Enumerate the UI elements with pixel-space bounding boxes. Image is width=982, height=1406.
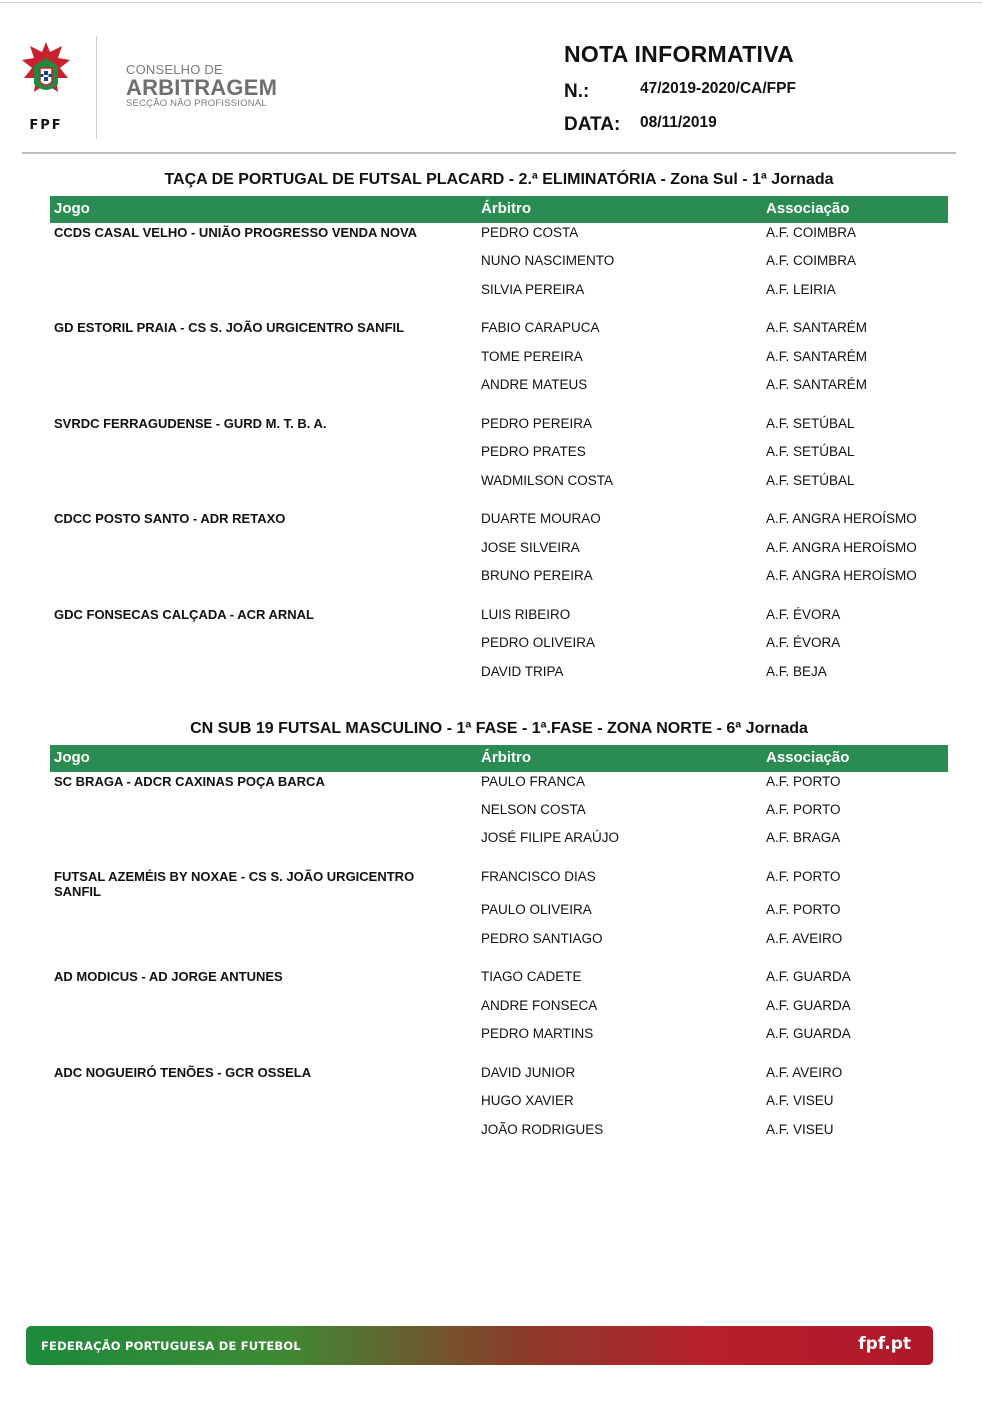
footer-federation-name: FEDERAÇÃO PORTUGUESA DE FUTEBOL: [41, 1339, 301, 1353]
brand-line-2: ARBITRAGEM: [126, 75, 278, 100]
referee-association: A.F. AVEIRO: [766, 1065, 843, 1080]
number-value: 47/2019-2020/CA/FPF: [640, 80, 796, 97]
referee-name: TOME PEREIRA: [481, 349, 583, 364]
referee-name: PEDRO OLIVEIRA: [481, 635, 596, 650]
referee-name: TIAGO CADETE: [481, 969, 582, 984]
referee-association: A.F. SETÚBAL: [766, 416, 855, 431]
section-cn-sub19: [50, 717, 948, 1143]
footer-bar: [26, 1326, 933, 1365]
number-label: N.:: [564, 81, 590, 102]
game-name: CDCC POSTO SANTO - ADR RETAXO: [54, 511, 286, 526]
game-row: [50, 318, 948, 414]
referee-association: A.F. ANGRA HEROÍSMO: [766, 540, 917, 555]
game-row: [50, 223, 948, 318]
header-separator: [96, 36, 97, 139]
referee-association: A.F. SANTARÉM: [766, 377, 868, 392]
referee-association: A.F. BRAGA: [766, 830, 841, 845]
brand-line-3: SECÇÃO NÃO PROFISSIONAL: [126, 98, 267, 109]
date-label: DATA:: [564, 114, 621, 135]
game-row: [50, 967, 948, 1063]
column-header-game: Jogo: [54, 200, 90, 217]
game-name: GDC FONSECAS CALÇADA - ACR ARNAL: [54, 607, 314, 622]
referee-association: A.F. PORTO: [766, 774, 841, 789]
referee-association: A.F. VISEU: [766, 1122, 834, 1137]
game-name: AD MODICUS - AD JORGE ANTUNES: [54, 969, 283, 984]
referee-name: PAULO FRANCA: [481, 774, 586, 789]
referee-association: A.F. ÉVORA: [766, 635, 841, 650]
brand-block: [126, 62, 277, 109]
game-row: [50, 867, 948, 967]
section-title: TAÇA DE PORTUGAL DE FUTSAL PLACARD - 2.ª ELIMINATÓRIA - Zona Sul - 1ª Jornada: [164, 171, 834, 188]
table-header: [50, 745, 948, 772]
referee-association: A.F. PORTO: [766, 902, 841, 917]
section-title: CN SUB 19 FUTSAL MASCULINO - 1ª FASE - 1ª.FASE - ZONA NORTE - 6ª Jornada: [190, 720, 808, 737]
referee-association: A.F. LEIRIA: [766, 282, 836, 297]
referee-association: A.F. GUARDA: [766, 1026, 851, 1041]
document-title: NOTA INFORMATIVA: [564, 41, 795, 67]
referee-name: JOÃO RODRIGUES: [481, 1122, 604, 1137]
referee-name: DAVID TRIPA: [481, 664, 564, 679]
top-divider: [0, 2, 982, 3]
game-row: [50, 509, 948, 605]
referee-association: A.F. GUARDA: [766, 998, 851, 1013]
referee-association: A.F. COIMBRA: [766, 253, 857, 268]
game-name: SVRDC FERRAGUDENSE - GURD M. T. B. A.: [54, 416, 327, 431]
referee-name: ANDRE MATEUS: [481, 377, 588, 392]
referee-name: FABIO CARAPUCA: [481, 320, 600, 335]
referee-name: WADMILSON COSTA: [481, 473, 614, 488]
game-row: [50, 414, 948, 509]
referee-name: FRANCISCO DIAS: [481, 869, 596, 884]
column-header-referee: Árbitro: [481, 749, 531, 766]
referee-association: A.F. VISEU: [766, 1093, 834, 1108]
referee-name: DAVID JUNIOR: [481, 1065, 576, 1080]
game-name: ADC NOGUEIRÓ TENÕES - GCR OSSELA: [54, 1065, 312, 1080]
referee-name: PEDRO COSTA: [481, 225, 579, 240]
game-row: [50, 605, 948, 685]
referee-association: A.F. GUARDA: [766, 969, 851, 984]
header-divider: [22, 152, 956, 154]
referee-name: PEDRO PRATES: [481, 444, 586, 459]
referee-name: PEDRO MARTINS: [481, 1026, 594, 1041]
referee-association: A.F. SANTARÉM: [766, 320, 868, 335]
referee-association: A.F. COIMBRA: [766, 225, 857, 240]
referee-name: HUGO XAVIER: [481, 1093, 574, 1108]
footer-website-link[interactable]: fpf.pt: [858, 1334, 911, 1354]
referee-name: LUIS RIBEIRO: [481, 607, 571, 622]
game-row: [50, 772, 948, 867]
column-header-game: Jogo: [54, 749, 90, 766]
game-name: GD ESTORIL PRAIA - CS S. JOÃO URGICENTRO SANFIL: [54, 320, 405, 335]
referee-association: A.F. ANGRA HEROÍSMO: [766, 568, 917, 583]
game-name: FUTSAL AZEMÉIS BY NOXAE - CS S. JOÃO URGICENTRO SANFIL: [54, 869, 415, 899]
referee-association: A.F. SETÚBAL: [766, 444, 855, 459]
referee-name: JOSE SILVEIRA: [481, 540, 580, 555]
referee-name: DUARTE MOURAO: [481, 511, 601, 526]
referee-association: A.F. PORTO: [766, 802, 841, 817]
referee-association: A.F. BEJA: [766, 664, 827, 679]
column-header-referee: Árbitro: [481, 200, 531, 217]
fpf-label: FPF: [29, 118, 63, 133]
referee-name: BRUNO PEREIRA: [481, 568, 593, 583]
game-row: [50, 1063, 948, 1143]
referee-association: A.F. SETÚBAL: [766, 473, 855, 488]
referee-name: PEDRO PEREIRA: [481, 416, 593, 431]
table-header: [50, 196, 948, 223]
referee-association: A.F. ANGRA HEROÍSMO: [766, 511, 917, 526]
referee-name: JOSÉ FILIPE ARAÚJO: [481, 830, 620, 845]
referee-name: PEDRO SANTIAGO: [481, 931, 603, 946]
referee-association: A.F. AVEIRO: [766, 931, 843, 946]
referee-association: A.F. SANTARÉM: [766, 349, 868, 364]
column-header-association: Associação: [766, 200, 850, 217]
referee-association: A.F. ÉVORA: [766, 607, 841, 622]
section-taca-portugal: [50, 168, 948, 685]
referee-name: NUNO NASCIMENTO: [481, 253, 615, 268]
game-name: SC BRAGA - ADCR CAXINAS POÇA BARCA: [54, 774, 325, 789]
referee-name: ANDRE FONSECA: [481, 998, 598, 1013]
referee-name: NELSON COSTA: [481, 802, 586, 817]
referee-name: SILVIA PEREIRA: [481, 282, 585, 297]
referee-name: PAULO OLIVEIRA: [481, 902, 592, 917]
column-header-association: Associação: [766, 749, 850, 766]
brand-line-1: CONSELHO DE: [126, 62, 223, 77]
referee-association: A.F. PORTO: [766, 869, 841, 884]
date-value: 08/11/2019: [640, 114, 717, 131]
game-name: CCDS CASAL VELHO - UNIÃO PROGRESSO VENDA NOVA: [54, 225, 418, 240]
